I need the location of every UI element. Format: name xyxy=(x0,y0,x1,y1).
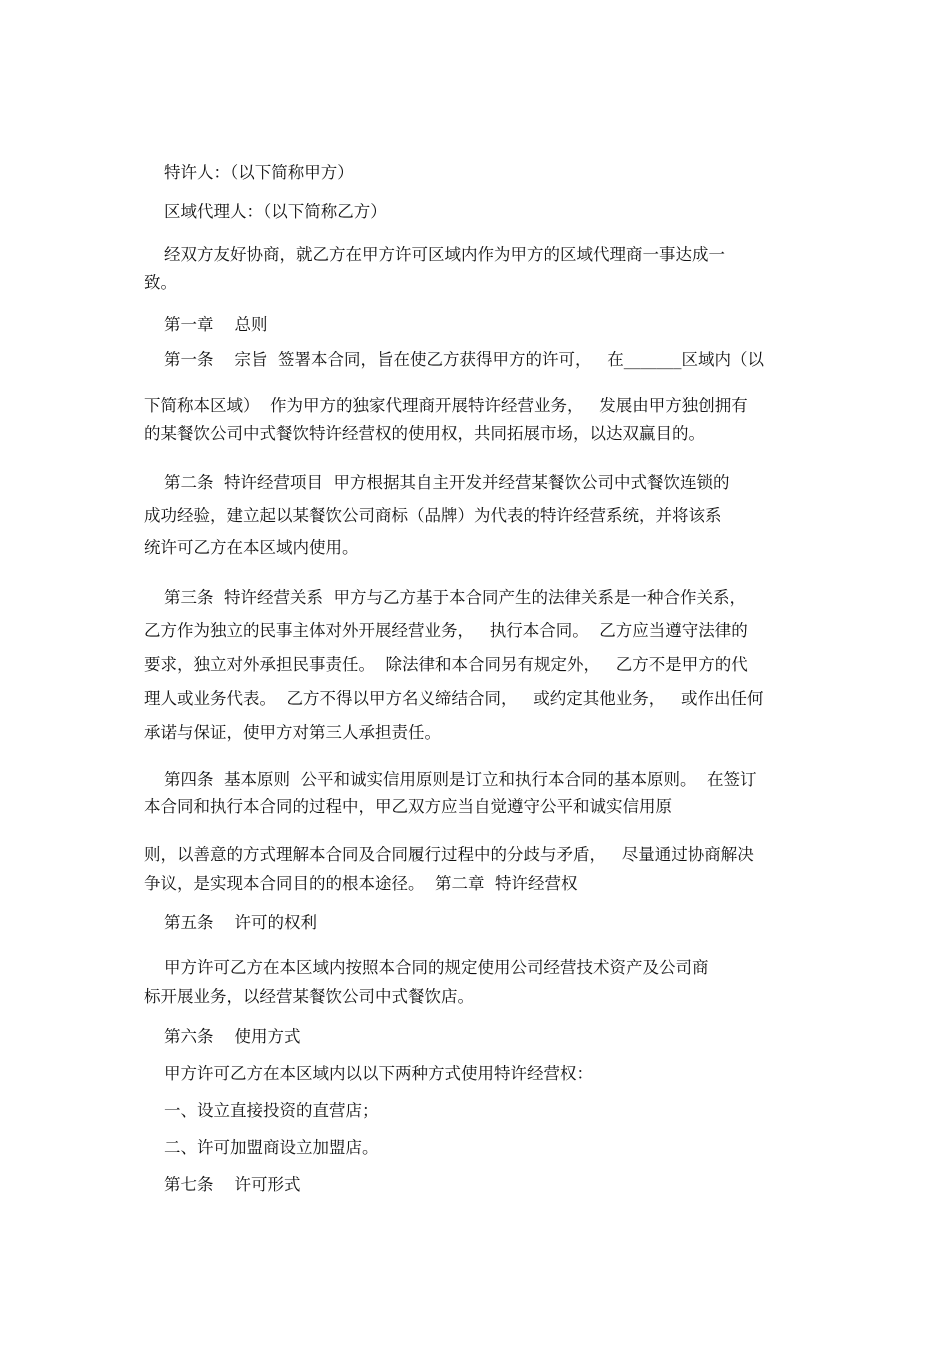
article-line: 下简称本区域） 作为甲方的独家代理商开展特许经营业务， 发展由甲方独创拥有 xyxy=(144,396,748,415)
article-line: 则，以善意的方式理解本合同及合同履行过程中的分歧与矛盾， 尽量通过协商解决 xyxy=(144,845,754,864)
article-heading: 第五条 许可的权利 xyxy=(164,913,317,932)
article-line: 争议，是实现本合同目的的根本途径。 第二章 特许经营权 xyxy=(144,874,578,893)
list-item: 一、设立直接投资的直营店； xyxy=(164,1101,379,1120)
chapter-heading: 第一章 总则 xyxy=(164,315,268,334)
article-line: 统许可乙方在本区域内使用。 xyxy=(144,538,359,557)
article-line: 第四条 基本原则 公平和诚实信用原则是订立和执行本合同的基本原则。 在签订 xyxy=(164,770,757,789)
article-heading: 第六条 使用方式 xyxy=(164,1027,301,1046)
article-line: 要求，独立对外承担民事责任。 除法律和本合同另有规定外， 乙方不是甲方的代 xyxy=(144,655,748,674)
article-line: 乙方作为独立的民事主体对外开展经营业务， 执行本合同。 乙方应当遵守法律的 xyxy=(144,621,748,640)
preamble-line: 经双方友好协商，就乙方在甲方许可区域内作为甲方的区域代理商一事达成一 xyxy=(164,245,725,264)
article-line: 成功经验，建立起以某餐饮公司商标（品牌）为代表的特许经营系统，并将该系 xyxy=(144,506,722,525)
article-line: 甲方许可乙方在本区域内按照本合同的规定使用公司经营技术资产及公司商 xyxy=(164,958,709,977)
preamble-line: 致。 xyxy=(144,273,177,292)
article-line: 本合同和执行本合同的过程中，甲乙双方应当自觉遵守公平和诚实信用原 xyxy=(144,797,672,816)
article-line: 第三条 特许经营关系 甲方与乙方基于本合同产生的法律关系是一种合作关系， xyxy=(164,588,746,607)
article-line: 甲方许可乙方在本区域内以以下两种方式使用特许经营权： xyxy=(164,1064,593,1083)
article-heading: 第七条 许可形式 xyxy=(164,1175,301,1194)
article-line: 标开展业务，以经营某餐饮公司中式餐饮店。 xyxy=(144,987,474,1006)
article-line: 理人或业务代表。 乙方不得以甲方名义缔结合同， 或约定其他业务， 或作出任何 xyxy=(144,689,764,708)
article-line: 第一条 宗旨 签署本合同，旨在使乙方获得甲方的许可， 在_______区域内（以 xyxy=(164,350,764,369)
article-line: 第二条 特许经营项目 甲方根据其自主开发并经营某餐饮公司中式餐饮连锁的 xyxy=(164,473,730,492)
article-line: 承诺与保证，使甲方对第三人承担责任。 xyxy=(144,723,441,742)
list-item: 二、许可加盟商设立加盟店。 xyxy=(164,1138,379,1157)
party-b-line: 区域代理人：（以下简称乙方） xyxy=(164,202,387,221)
party-a-line: 特许人：（以下简称甲方） xyxy=(164,163,354,182)
article-line: 的某餐饮公司中式餐饮特许经营权的使用权，共同拓展市场，以达双赢目的。 xyxy=(144,424,705,443)
